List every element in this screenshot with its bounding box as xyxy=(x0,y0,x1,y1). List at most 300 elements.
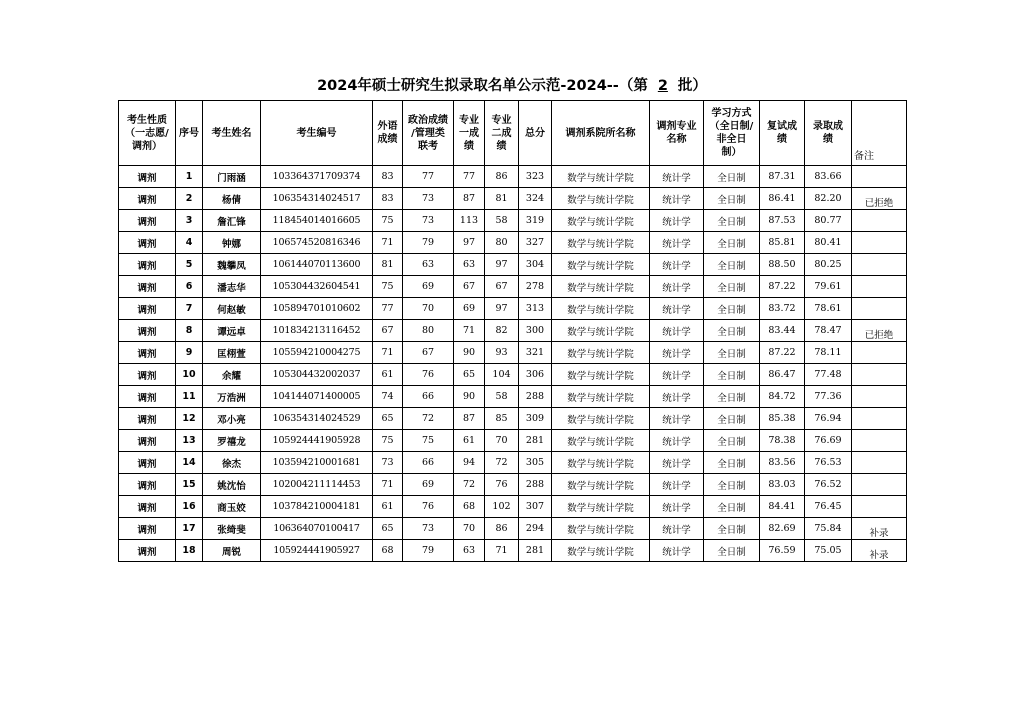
cell-major2: 97 xyxy=(485,254,519,276)
cell-retest-score: 82.69 xyxy=(760,518,805,540)
cell-politics: 76 xyxy=(403,496,454,518)
cell-foreign-lang: 81 xyxy=(373,254,403,276)
cell-total: 288 xyxy=(519,386,552,408)
table-row xyxy=(119,166,907,188)
cell-name: 张绮斐 xyxy=(203,518,261,540)
cell-school: 数学与统计学院 xyxy=(552,232,650,254)
cell-admission-score: 80.41 xyxy=(805,232,852,254)
cell-exam-id: 118454014016605 xyxy=(261,210,373,232)
cell-name: 何赵敏 xyxy=(203,298,261,320)
cell-admission-score: 78.61 xyxy=(805,298,852,320)
cell-retest-score: 87.22 xyxy=(760,342,805,364)
cell-name: 姚沈怡 xyxy=(203,474,261,496)
cell-foreign-lang: 73 xyxy=(373,452,403,474)
table-row xyxy=(119,496,907,518)
cell-candidate-type: 调剂 xyxy=(119,166,176,188)
cell-major-name: 统计学 xyxy=(650,210,704,232)
cell-major1: 113 xyxy=(454,210,485,232)
cell-exam-id: 102004211114453 xyxy=(261,474,373,496)
cell-exam-id: 103784210004181 xyxy=(261,496,373,518)
cell-exam-id: 105594210004275 xyxy=(261,342,373,364)
cell-major1: 68 xyxy=(454,496,485,518)
cell-remark: 已拒绝 xyxy=(852,320,907,342)
cell-remark xyxy=(852,342,907,364)
cell-candidate-type: 调剂 xyxy=(119,518,176,540)
cell-retest-score: 87.31 xyxy=(760,166,805,188)
cell-school: 数学与统计学院 xyxy=(552,210,650,232)
cell-seq: 16 xyxy=(176,496,203,518)
cell-major-name: 统计学 xyxy=(650,386,704,408)
cell-politics: 72 xyxy=(403,408,454,430)
cell-candidate-type: 调剂 xyxy=(119,276,176,298)
cell-remark: 补录 xyxy=(852,540,907,562)
cell-politics: 79 xyxy=(403,232,454,254)
cell-exam-id: 106354314024517 xyxy=(261,188,373,210)
cell-total: 309 xyxy=(519,408,552,430)
cell-school: 数学与统计学院 xyxy=(552,452,650,474)
title-prefix: 2024年硕士研究生拟录取名单公示范-2024--（第 xyxy=(317,78,648,94)
cell-admission-score: 80.25 xyxy=(805,254,852,276)
cell-name: 詹汇锋 xyxy=(203,210,261,232)
cell-study-mode: 全日制 xyxy=(704,210,760,232)
cell-total: 323 xyxy=(519,166,552,188)
header-total: 总分 xyxy=(519,101,552,166)
cell-major-name: 统计学 xyxy=(650,298,704,320)
cell-major-name: 统计学 xyxy=(650,254,704,276)
table-row xyxy=(119,254,907,276)
cell-major1: 65 xyxy=(454,364,485,386)
cell-major2: 76 xyxy=(485,474,519,496)
cell-school: 数学与统计学院 xyxy=(552,408,650,430)
cell-study-mode: 全日制 xyxy=(704,276,760,298)
header-remarks: 备注 xyxy=(852,101,907,166)
cell-admission-score: 82.20 xyxy=(805,188,852,210)
cell-study-mode: 全日制 xyxy=(704,232,760,254)
cell-seq: 9 xyxy=(176,342,203,364)
cell-retest-score: 83.72 xyxy=(760,298,805,320)
cell-remark xyxy=(852,364,907,386)
cell-seq: 7 xyxy=(176,298,203,320)
cell-politics: 73 xyxy=(403,518,454,540)
table-row xyxy=(119,342,907,364)
table-row xyxy=(119,298,907,320)
table-row xyxy=(119,320,907,342)
cell-retest-score: 78.38 xyxy=(760,430,805,452)
cell-major2: 80 xyxy=(485,232,519,254)
cell-total: 307 xyxy=(519,496,552,518)
cell-study-mode: 全日制 xyxy=(704,496,760,518)
cell-major1: 67 xyxy=(454,276,485,298)
table-row xyxy=(119,540,907,562)
cell-total: 278 xyxy=(519,276,552,298)
cell-school: 数学与统计学院 xyxy=(552,474,650,496)
header-retest-score: 复试成 绩 xyxy=(760,101,805,166)
cell-major-name: 统计学 xyxy=(650,474,704,496)
cell-retest-score: 76.59 xyxy=(760,540,805,562)
cell-name: 谭远卓 xyxy=(203,320,261,342)
cell-candidate-type: 调剂 xyxy=(119,210,176,232)
cell-foreign-lang: 67 xyxy=(373,320,403,342)
cell-foreign-lang: 75 xyxy=(373,276,403,298)
cell-foreign-lang: 71 xyxy=(373,232,403,254)
cell-foreign-lang: 65 xyxy=(373,408,403,430)
cell-foreign-lang: 74 xyxy=(373,386,403,408)
cell-retest-score: 83.03 xyxy=(760,474,805,496)
cell-total: 294 xyxy=(519,518,552,540)
cell-remark xyxy=(852,210,907,232)
cell-politics: 76 xyxy=(403,364,454,386)
cell-major2: 82 xyxy=(485,320,519,342)
header-study-mode: 学习方式 （全日制/ 非全日 制） xyxy=(704,101,760,166)
cell-foreign-lang: 83 xyxy=(373,188,403,210)
cell-foreign-lang: 83 xyxy=(373,166,403,188)
cell-admission-score: 77.48 xyxy=(805,364,852,386)
cell-study-mode: 全日制 xyxy=(704,166,760,188)
cell-foreign-lang: 71 xyxy=(373,342,403,364)
cell-exam-id: 106354314024529 xyxy=(261,408,373,430)
cell-major2: 85 xyxy=(485,408,519,430)
cell-foreign-lang: 71 xyxy=(373,474,403,496)
cell-major-name: 统计学 xyxy=(650,232,704,254)
cell-seq: 4 xyxy=(176,232,203,254)
cell-study-mode: 全日制 xyxy=(704,342,760,364)
cell-major1: 87 xyxy=(454,188,485,210)
cell-politics: 66 xyxy=(403,386,454,408)
cell-foreign-lang: 68 xyxy=(373,540,403,562)
cell-total: 319 xyxy=(519,210,552,232)
cell-major2: 86 xyxy=(485,518,519,540)
cell-remark xyxy=(852,408,907,430)
table-row xyxy=(119,386,907,408)
cell-admission-score: 76.52 xyxy=(805,474,852,496)
cell-retest-score: 83.56 xyxy=(760,452,805,474)
cell-retest-score: 85.81 xyxy=(760,232,805,254)
cell-study-mode: 全日制 xyxy=(704,452,760,474)
cell-remark: 补录 xyxy=(852,518,907,540)
document-title xyxy=(0,74,1024,95)
cell-candidate-type: 调剂 xyxy=(119,496,176,518)
cell-major2: 58 xyxy=(485,210,519,232)
cell-remark xyxy=(852,276,907,298)
cell-total: 324 xyxy=(519,188,552,210)
cell-admission-score: 76.53 xyxy=(805,452,852,474)
cell-retest-score: 87.53 xyxy=(760,210,805,232)
cell-study-mode: 全日制 xyxy=(704,430,760,452)
table-row xyxy=(119,430,907,452)
cell-foreign-lang: 75 xyxy=(373,210,403,232)
cell-exam-id: 104144071400005 xyxy=(261,386,373,408)
cell-exam-id: 106364070100417 xyxy=(261,518,373,540)
cell-name: 魏攀凤 xyxy=(203,254,261,276)
cell-seq: 12 xyxy=(176,408,203,430)
cell-total: 306 xyxy=(519,364,552,386)
cell-admission-score: 83.66 xyxy=(805,166,852,188)
cell-candidate-type: 调剂 xyxy=(119,320,176,342)
cell-school: 数学与统计学院 xyxy=(552,320,650,342)
cell-politics: 70 xyxy=(403,298,454,320)
cell-remark xyxy=(852,232,907,254)
cell-retest-score: 88.50 xyxy=(760,254,805,276)
cell-major-name: 统计学 xyxy=(650,540,704,562)
cell-study-mode: 全日制 xyxy=(704,540,760,562)
admission-table xyxy=(118,100,907,562)
cell-remark xyxy=(852,386,907,408)
cell-candidate-type: 调剂 xyxy=(119,474,176,496)
cell-name: 余耀 xyxy=(203,364,261,386)
cell-study-mode: 全日制 xyxy=(704,518,760,540)
header-exam-id: 考生编号 xyxy=(261,101,373,166)
cell-foreign-lang: 61 xyxy=(373,364,403,386)
cell-major1: 90 xyxy=(454,386,485,408)
cell-major1: 72 xyxy=(454,474,485,496)
table-header-row xyxy=(119,101,907,166)
cell-school: 数学与统计学院 xyxy=(552,276,650,298)
cell-seq: 18 xyxy=(176,540,203,562)
cell-major2: 72 xyxy=(485,452,519,474)
table-row xyxy=(119,232,907,254)
cell-seq: 3 xyxy=(176,210,203,232)
cell-major-name: 统计学 xyxy=(650,276,704,298)
cell-name: 杨倩 xyxy=(203,188,261,210)
cell-remark xyxy=(852,496,907,518)
table-row xyxy=(119,276,907,298)
cell-politics: 80 xyxy=(403,320,454,342)
cell-seq: 13 xyxy=(176,430,203,452)
cell-exam-id: 105924441905927 xyxy=(261,540,373,562)
cell-admission-score: 76.69 xyxy=(805,430,852,452)
cell-seq: 11 xyxy=(176,386,203,408)
cell-exam-id: 105304432604541 xyxy=(261,276,373,298)
cell-candidate-type: 调剂 xyxy=(119,188,176,210)
cell-total: 281 xyxy=(519,430,552,452)
cell-name: 徐杰 xyxy=(203,452,261,474)
cell-remark xyxy=(852,452,907,474)
header-school: 调剂系院所名称 xyxy=(552,101,650,166)
cell-remark xyxy=(852,166,907,188)
cell-retest-score: 84.41 xyxy=(760,496,805,518)
cell-retest-score: 83.44 xyxy=(760,320,805,342)
cell-retest-score: 87.22 xyxy=(760,276,805,298)
cell-seq: 2 xyxy=(176,188,203,210)
cell-remark xyxy=(852,474,907,496)
cell-candidate-type: 调剂 xyxy=(119,430,176,452)
cell-major1: 97 xyxy=(454,232,485,254)
cell-study-mode: 全日制 xyxy=(704,188,760,210)
cell-exam-id: 106144070113600 xyxy=(261,254,373,276)
cell-candidate-type: 调剂 xyxy=(119,408,176,430)
table-row xyxy=(119,188,907,210)
cell-candidate-type: 调剂 xyxy=(119,386,176,408)
cell-total: 305 xyxy=(519,452,552,474)
table-row xyxy=(119,518,907,540)
cell-major-name: 统计学 xyxy=(650,188,704,210)
cell-school: 数学与统计学院 xyxy=(552,364,650,386)
cell-candidate-type: 调剂 xyxy=(119,540,176,562)
cell-school: 数学与统计学院 xyxy=(552,496,650,518)
cell-remark: 已拒绝 xyxy=(852,188,907,210)
cell-school: 数学与统计学院 xyxy=(552,430,650,452)
cell-admission-score: 76.45 xyxy=(805,496,852,518)
cell-admission-score: 76.94 xyxy=(805,408,852,430)
cell-study-mode: 全日制 xyxy=(704,408,760,430)
cell-total: 300 xyxy=(519,320,552,342)
cell-major1: 63 xyxy=(454,540,485,562)
cell-seq: 1 xyxy=(176,166,203,188)
header-foreign-lang: 外语 成绩 xyxy=(373,101,403,166)
cell-exam-id: 103364371709374 xyxy=(261,166,373,188)
header-name: 考生姓名 xyxy=(203,101,261,166)
cell-name: 潘志华 xyxy=(203,276,261,298)
cell-name: 罗禧龙 xyxy=(203,430,261,452)
cell-name: 钟娜 xyxy=(203,232,261,254)
cell-study-mode: 全日制 xyxy=(704,386,760,408)
cell-major2: 58 xyxy=(485,386,519,408)
cell-foreign-lang: 61 xyxy=(373,496,403,518)
cell-major2: 70 xyxy=(485,430,519,452)
cell-foreign-lang: 75 xyxy=(373,430,403,452)
cell-study-mode: 全日制 xyxy=(704,298,760,320)
cell-remark xyxy=(852,298,907,320)
cell-seq: 10 xyxy=(176,364,203,386)
cell-major2: 67 xyxy=(485,276,519,298)
header-major1: 专业 一成 绩 xyxy=(454,101,485,166)
cell-major-name: 统计学 xyxy=(650,452,704,474)
header-admission-score: 录取成 绩 xyxy=(805,101,852,166)
cell-school: 数学与统计学院 xyxy=(552,518,650,540)
cell-major1: 94 xyxy=(454,452,485,474)
cell-school: 数学与统计学院 xyxy=(552,342,650,364)
cell-major2: 71 xyxy=(485,540,519,562)
cell-major-name: 统计学 xyxy=(650,342,704,364)
cell-seq: 15 xyxy=(176,474,203,496)
cell-major1: 77 xyxy=(454,166,485,188)
cell-school: 数学与统计学院 xyxy=(552,166,650,188)
cell-school: 数学与统计学院 xyxy=(552,386,650,408)
cell-remark xyxy=(852,254,907,276)
cell-admission-score: 75.84 xyxy=(805,518,852,540)
title-suffix: 批） xyxy=(677,78,707,94)
cell-politics: 77 xyxy=(403,166,454,188)
cell-politics: 66 xyxy=(403,452,454,474)
cell-total: 288 xyxy=(519,474,552,496)
cell-study-mode: 全日制 xyxy=(704,320,760,342)
header-candidate-type: 考生性质 （一志愿/ 调剂） xyxy=(119,101,176,166)
table-row xyxy=(119,364,907,386)
cell-admission-score: 75.05 xyxy=(805,540,852,562)
cell-major-name: 统计学 xyxy=(650,320,704,342)
cell-exam-id: 105304432002037 xyxy=(261,364,373,386)
header-major2: 专业 二成 绩 xyxy=(485,101,519,166)
cell-study-mode: 全日制 xyxy=(704,474,760,496)
cell-exam-id: 106574520816346 xyxy=(261,232,373,254)
cell-admission-score: 78.11 xyxy=(805,342,852,364)
cell-name: 周锐 xyxy=(203,540,261,562)
cell-seq: 5 xyxy=(176,254,203,276)
cell-exam-id: 105924441905928 xyxy=(261,430,373,452)
cell-total: 281 xyxy=(519,540,552,562)
cell-politics: 79 xyxy=(403,540,454,562)
cell-major1: 63 xyxy=(454,254,485,276)
cell-major1: 87 xyxy=(454,408,485,430)
cell-politics: 69 xyxy=(403,474,454,496)
cell-major1: 61 xyxy=(454,430,485,452)
table-row xyxy=(119,474,907,496)
cell-retest-score: 85.38 xyxy=(760,408,805,430)
cell-name: 邓小亮 xyxy=(203,408,261,430)
cell-politics: 75 xyxy=(403,430,454,452)
batch-number: 2 xyxy=(657,78,668,94)
cell-candidate-type: 调剂 xyxy=(119,254,176,276)
cell-seq: 14 xyxy=(176,452,203,474)
cell-candidate-type: 调剂 xyxy=(119,364,176,386)
cell-candidate-type: 调剂 xyxy=(119,232,176,254)
cell-study-mode: 全日制 xyxy=(704,364,760,386)
cell-politics: 63 xyxy=(403,254,454,276)
cell-foreign-lang: 65 xyxy=(373,518,403,540)
header-seq: 序号 xyxy=(176,101,203,166)
cell-major2: 81 xyxy=(485,188,519,210)
cell-politics: 73 xyxy=(403,188,454,210)
cell-foreign-lang: 77 xyxy=(373,298,403,320)
cell-major-name: 统计学 xyxy=(650,166,704,188)
header-politics: 政治成绩 /管理类 联考 xyxy=(403,101,454,166)
cell-name: 匡栩萱 xyxy=(203,342,261,364)
cell-total: 304 xyxy=(519,254,552,276)
cell-admission-score: 77.36 xyxy=(805,386,852,408)
cell-major-name: 统计学 xyxy=(650,496,704,518)
cell-major-name: 统计学 xyxy=(650,364,704,386)
cell-seq: 6 xyxy=(176,276,203,298)
cell-admission-score: 79.61 xyxy=(805,276,852,298)
cell-retest-score: 86.41 xyxy=(760,188,805,210)
cell-major-name: 统计学 xyxy=(650,430,704,452)
cell-seq: 17 xyxy=(176,518,203,540)
cell-retest-score: 86.47 xyxy=(760,364,805,386)
cell-major2: 93 xyxy=(485,342,519,364)
table-row xyxy=(119,210,907,232)
cell-politics: 67 xyxy=(403,342,454,364)
cell-total: 321 xyxy=(519,342,552,364)
cell-major2: 104 xyxy=(485,364,519,386)
table-body xyxy=(119,166,907,562)
cell-seq: 8 xyxy=(176,320,203,342)
cell-school: 数学与统计学院 xyxy=(552,298,650,320)
cell-major1: 69 xyxy=(454,298,485,320)
cell-school: 数学与统计学院 xyxy=(552,540,650,562)
cell-total: 327 xyxy=(519,232,552,254)
cell-candidate-type: 调剂 xyxy=(119,298,176,320)
cell-major2: 86 xyxy=(485,166,519,188)
header-major-name: 调剂专业 名称 xyxy=(650,101,704,166)
cell-exam-id: 103594210001681 xyxy=(261,452,373,474)
cell-major1: 71 xyxy=(454,320,485,342)
cell-major1: 70 xyxy=(454,518,485,540)
cell-retest-score: 84.72 xyxy=(760,386,805,408)
cell-politics: 73 xyxy=(403,210,454,232)
cell-school: 数学与统计学院 xyxy=(552,188,650,210)
cell-exam-id: 101834213116452 xyxy=(261,320,373,342)
cell-total: 313 xyxy=(519,298,552,320)
cell-name: 商玉姣 xyxy=(203,496,261,518)
cell-politics: 69 xyxy=(403,276,454,298)
cell-major2: 97 xyxy=(485,298,519,320)
cell-admission-score: 78.47 xyxy=(805,320,852,342)
cell-admission-score: 80.77 xyxy=(805,210,852,232)
cell-major-name: 统计学 xyxy=(650,408,704,430)
cell-name: 门雨涵 xyxy=(203,166,261,188)
cell-candidate-type: 调剂 xyxy=(119,342,176,364)
cell-major1: 90 xyxy=(454,342,485,364)
